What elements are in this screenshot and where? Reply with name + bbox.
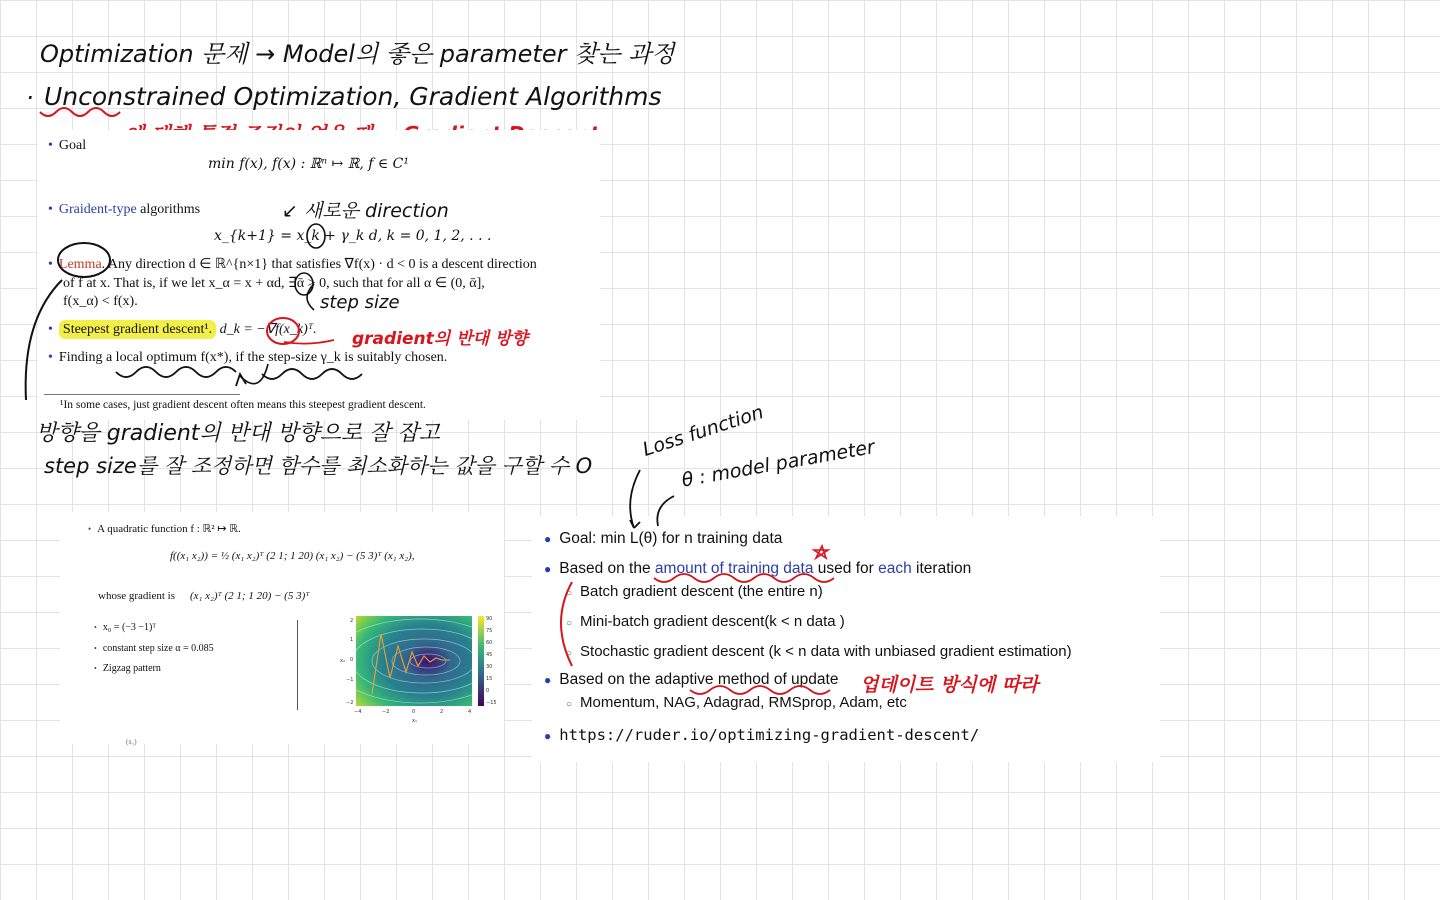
gradient-label: whose gradient is	[98, 590, 175, 602]
gradient-formula: (x₁ x₂)ᵀ (2 1; 1 20) − (5 3)ᵀ	[190, 590, 310, 602]
x-tick: 2	[440, 709, 444, 715]
batch-gd-item: ○ Batch gradient descent (the entire n)	[566, 583, 823, 600]
init-point-item: • x₀ = (−3 −1)ᵀ	[94, 622, 157, 633]
footnote-divider	[44, 394, 240, 395]
y-tick: 0	[350, 657, 354, 663]
footnote: ¹In some cases, just gradient descent often means this steepest gradient descent.	[60, 399, 426, 411]
goal-loss-item: ● Goal: min L(θ) for n training data	[544, 530, 783, 547]
quadratic-label: • A quadratic function f : ℝ² ↦ ℝ.	[88, 523, 241, 535]
lemma-line-2: of f at x. That is, if we let x_α = x + αd, ∃ᾱ > 0, such that for all α ∈ (0, ᾱ],	[63, 276, 485, 291]
goal-item: • Goal	[48, 138, 87, 153]
adaptive-methods-item: ○ Momentum, NAG, Adagrad, RMSprop, Adam, etc	[566, 694, 907, 711]
based-on-amount-item: ● Based on the amount of training data used for each iteration	[544, 560, 972, 577]
note-subtitle: Unconstrained Optimization, Gradient Algorithms	[44, 82, 662, 111]
goal-formula: min f(x), f(x) : ℝⁿ ↦ ℝ, f ∈ C¹	[208, 156, 409, 172]
zigzag-item: • Zigzag pattern	[94, 663, 161, 674]
slide-gd-variants	[532, 516, 1160, 762]
update-formula: x_{k+1} = x_k + γ_k d, k = 0, 1, 2, . . .	[214, 228, 492, 244]
note-theta: θ : model parameter	[680, 436, 877, 492]
adaptive-item: ● Based on the adaptive method of update	[544, 671, 839, 688]
x-axis-label: x₁	[412, 718, 417, 724]
algorithms-item: • Graident-type algorithms	[48, 202, 201, 217]
colorbar-tick: 0	[486, 688, 490, 694]
y-tick: 1	[350, 637, 354, 643]
colorbar-tick: 15	[486, 676, 493, 682]
colorbar-tick: 60	[486, 640, 493, 646]
x-tick: 4	[468, 709, 472, 715]
step-size-item: • constant step size α = 0.085	[94, 643, 214, 654]
x-tick: −2	[382, 709, 390, 715]
steepest-item: • Steepest gradient descent¹. d_k = −∇f(x_k)ᵀ.	[48, 322, 317, 337]
note-bullet-dot: ·	[26, 84, 34, 112]
x-tick: −4	[354, 709, 362, 715]
note-opposite-direction: gradient의 반대 방향	[352, 329, 528, 349]
cut-off-text: (x₁)	[126, 738, 137, 746]
note-summary-line-1: 방향을 gradient의 반대 방향으로 잘 잡고	[36, 421, 440, 446]
minibatch-gd-item: ○ Mini-batch gradient descent(k < n data )	[566, 613, 845, 630]
x-tick: 0	[412, 709, 416, 715]
slide-quadratic-example	[60, 512, 504, 744]
url-item[interactable]: ● https://ruder.io/optimizing-gradient-descent/	[544, 726, 980, 744]
colorbar-tick: 90	[486, 616, 493, 622]
colorbar-tick: 30	[486, 664, 493, 670]
note-loss-function: Loss function	[640, 401, 767, 461]
y-axis-label: x₂	[340, 658, 345, 664]
quadratic-formula: f((x₁ x₂)) = ½ (x₁ x₂)ᵀ (2 1; 1 20) (x₁ x₂) − (5 3)ᵀ (x₁ x₂),	[170, 550, 415, 562]
y-tick: 2	[350, 618, 354, 624]
note-summary-line-2: step size를 잘 조정하면 함수를 최소화하는 값을 구할 수 O	[44, 454, 593, 478]
note-update-method: 업데이트 방식에 따라	[860, 674, 1039, 696]
slide-gradient-algorithms	[38, 130, 600, 420]
lemma-item: • Lemma. Any direction d ∈ ℝ^{n×1} that satisfies ∇f(x) · d < 0 is a descent direction	[48, 257, 537, 272]
colorbar-tick: −15	[486, 700, 497, 706]
note-stepsize: step size	[320, 292, 400, 313]
colorbar-tick: 45	[486, 652, 493, 658]
colorbar-tick: 75	[486, 628, 493, 634]
lemma-line-3: f(x_α) < f(x).	[63, 294, 138, 309]
contour-plot	[338, 612, 508, 730]
y-tick: −2	[346, 700, 354, 706]
note-title: Optimization 문제 → Model의 좋은 parameter 찾는 과정	[40, 40, 675, 68]
reference-link[interactable]: https://ruder.io/optimizing-gradient-descent/	[559, 726, 980, 744]
y-tick: −1	[346, 677, 354, 683]
note-direction: ↙ 새로운 direction	[282, 200, 449, 222]
vertical-divider	[297, 620, 298, 710]
stochastic-gd-item: ○ Stochastic gradient descent (k < n data with unbiased gradient estimation)	[566, 643, 1072, 660]
finding-item: • Finding a local optimum f(x*), if the step-size γ_k is suitably chosen.	[48, 350, 448, 365]
